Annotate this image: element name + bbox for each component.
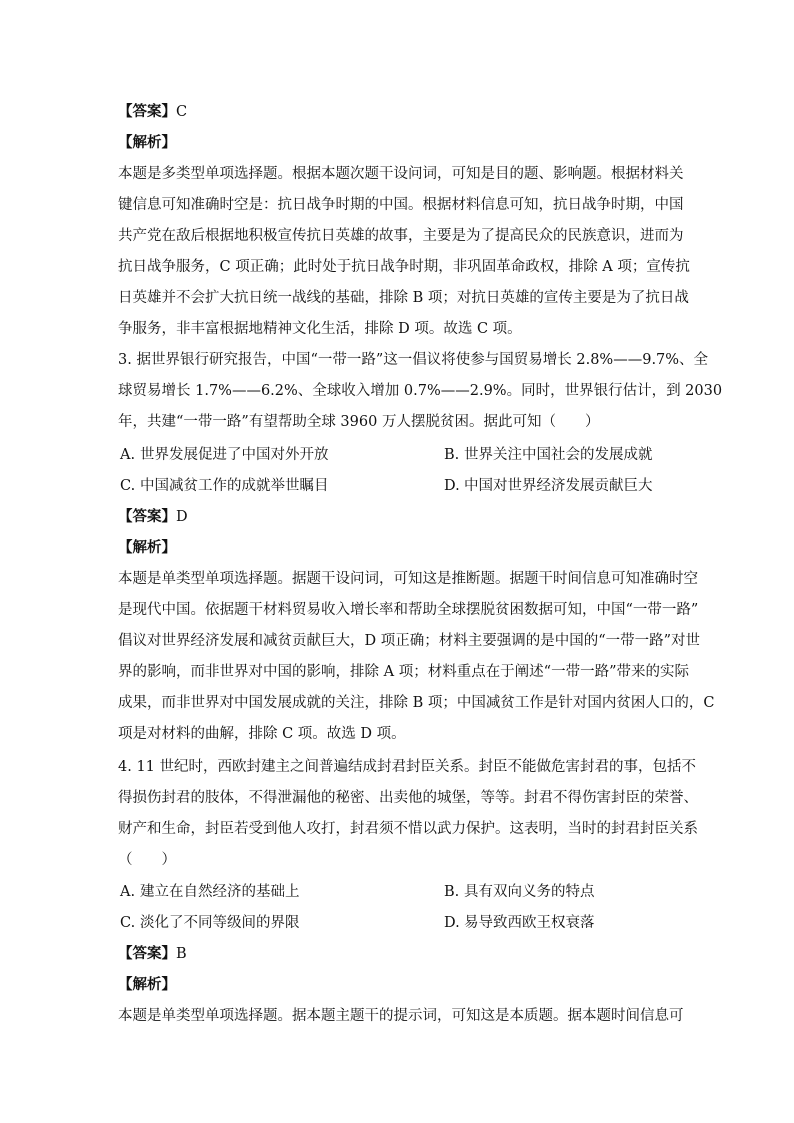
option-letter: A. <box>120 884 136 900</box>
option-text: 建立在自然经济的基础上 <box>140 884 300 900</box>
q3-analysis-line: 倡议对世界经济发展和减贫贡献巨大，D 项正确；材料主要强调的是中国的“一带一路”对世 <box>118 633 701 649</box>
option-letter: C. <box>120 478 136 494</box>
q3-analysis-line: 界的影响，而非世界对中国的影响，排除 A 项；材料重点在于阐述“一带一路”带来的实际 <box>118 664 690 680</box>
q2-analysis-line: 共产党在敌后根据地积极宣传抗日英雄的故事，主要是为了提高民众的民族意识，进而为 <box>118 228 684 244</box>
q2-answer <box>118 102 187 122</box>
q3-analysis-line: 项是对材料的曲解，排除 C 项。故选 D 项。 <box>118 726 406 742</box>
q2-analysis-tag: 【解析】 <box>118 134 176 151</box>
answer-value: C <box>176 104 188 120</box>
q2-analysis-line: 日英雄并不会扩大抗日统一战线的基础，排除 B 项；对抗日英雄的宣传主要是为了抗日战 <box>118 290 689 306</box>
q4-stem-line: 财产和生命，封臣若受到他人攻打，封君须不惜以武力保护。这表明，当时的封君封臣关系 <box>118 821 698 837</box>
option-text: 具有双向义务的特点 <box>464 884 595 900</box>
option-text: 中国对世界经济发展贡献巨大 <box>464 478 653 494</box>
option-text: 淡化了不同等级间的界限 <box>140 915 300 931</box>
option-letter: A. <box>120 447 136 463</box>
q3-option-c <box>120 476 329 496</box>
q3-option-d <box>444 476 653 496</box>
q3-analysis-line: 成果，而非世界对中国发展成就的关注，排除 B 项；中国减贫工作是针对国内贫困人口的，C <box>118 695 715 711</box>
q2-analysis-line: 键信息可知准确时空是：抗日战争时期的中国。根据材料信息可知，抗日战争时期，中国 <box>118 197 684 213</box>
answer-tag: 【答案】 <box>118 508 176 525</box>
option-text: 世界发展促进了中国对外开放 <box>140 447 329 463</box>
q3-answer <box>118 507 188 527</box>
q3-stem-line: 球贸易增长 1.7%——6.2%、全球收入增加 0.7%——2.9%。同时，世界银行估计，到 2030 <box>118 383 723 399</box>
option-text: 中国减贫工作的成就举世瞩目 <box>140 478 329 494</box>
answer-tag: 【答案】 <box>118 103 176 120</box>
q4-option-d <box>444 913 595 933</box>
q3-analysis-line: 是现代中国。依据题干材料贸易收入增长率和帮助全球摆脱贫困数据可知，中国“一带一路” <box>118 602 699 618</box>
q4-option-c <box>120 913 300 933</box>
option-text: 世界关注中国社会的发展成就 <box>464 447 653 463</box>
option-letter: C. <box>120 915 136 931</box>
answer-value: D <box>176 509 188 525</box>
q4-option-a <box>120 882 300 902</box>
q3-stem-line: 年，共建“一带一路”有望帮助全球 3960 万人摆脱贫困。据此可知（ ） <box>118 414 600 430</box>
q4-stem-line: 得损伤封君的肢体，不得泄漏他的秘密、出卖他的城堡，等等。封君不得伤害封臣的荣誉、 <box>118 790 698 806</box>
q4-stem-line: 4. 11 世纪时，西欧封建主之间普遍结成封君封臣关系。封臣不能做危害封君的事，包括不 <box>118 759 696 775</box>
q3-option-b <box>444 445 653 465</box>
q2-analysis-line: 抗日战争服务，C 项正确；此时处于抗日战争时期，非巩固革命政权，排除 A 项；宣传抗 <box>118 259 690 275</box>
option-letter: D. <box>444 478 460 494</box>
option-letter: B. <box>444 884 460 900</box>
q4-analysis-line: 本题是单类型单项选择题。据本题主题干的提示词，可知这是本质题。据本题时间信息可 <box>118 1008 684 1024</box>
q3-analysis-tag: 【解析】 <box>118 539 176 556</box>
q4-answer <box>118 944 187 964</box>
q3-option-a <box>120 445 329 465</box>
q3-stem-line: 3. 据世界银行研究报告，中国“一带一路”这一倡议将使参与国贸易增长 2.8%——9.7%、全 <box>118 352 709 368</box>
q3-analysis-line: 本题是单类型单项选择题。据题干设问词，可知这是推断题。据题干时间信息可知准确时空 <box>118 571 698 587</box>
q2-analysis-line: 本题是多类型单项选择题。根据本题次题干设问词，可知是目的题、影响题。根据材料关 <box>118 166 684 182</box>
q4-stem-line: （ ） <box>118 852 176 868</box>
answer-value: B <box>176 946 187 962</box>
q4-option-b <box>444 882 595 902</box>
answer-tag: 【答案】 <box>118 945 176 962</box>
option-text: 易导致西欧王权衰落 <box>464 915 595 931</box>
q2-analysis-line: 争服务，非丰富根据地精神文化生活，排除 D 项。故选 C 项。 <box>118 321 522 337</box>
option-letter: D. <box>444 915 460 931</box>
q4-analysis-tag: 【解析】 <box>118 976 176 993</box>
option-letter: B. <box>444 447 460 463</box>
